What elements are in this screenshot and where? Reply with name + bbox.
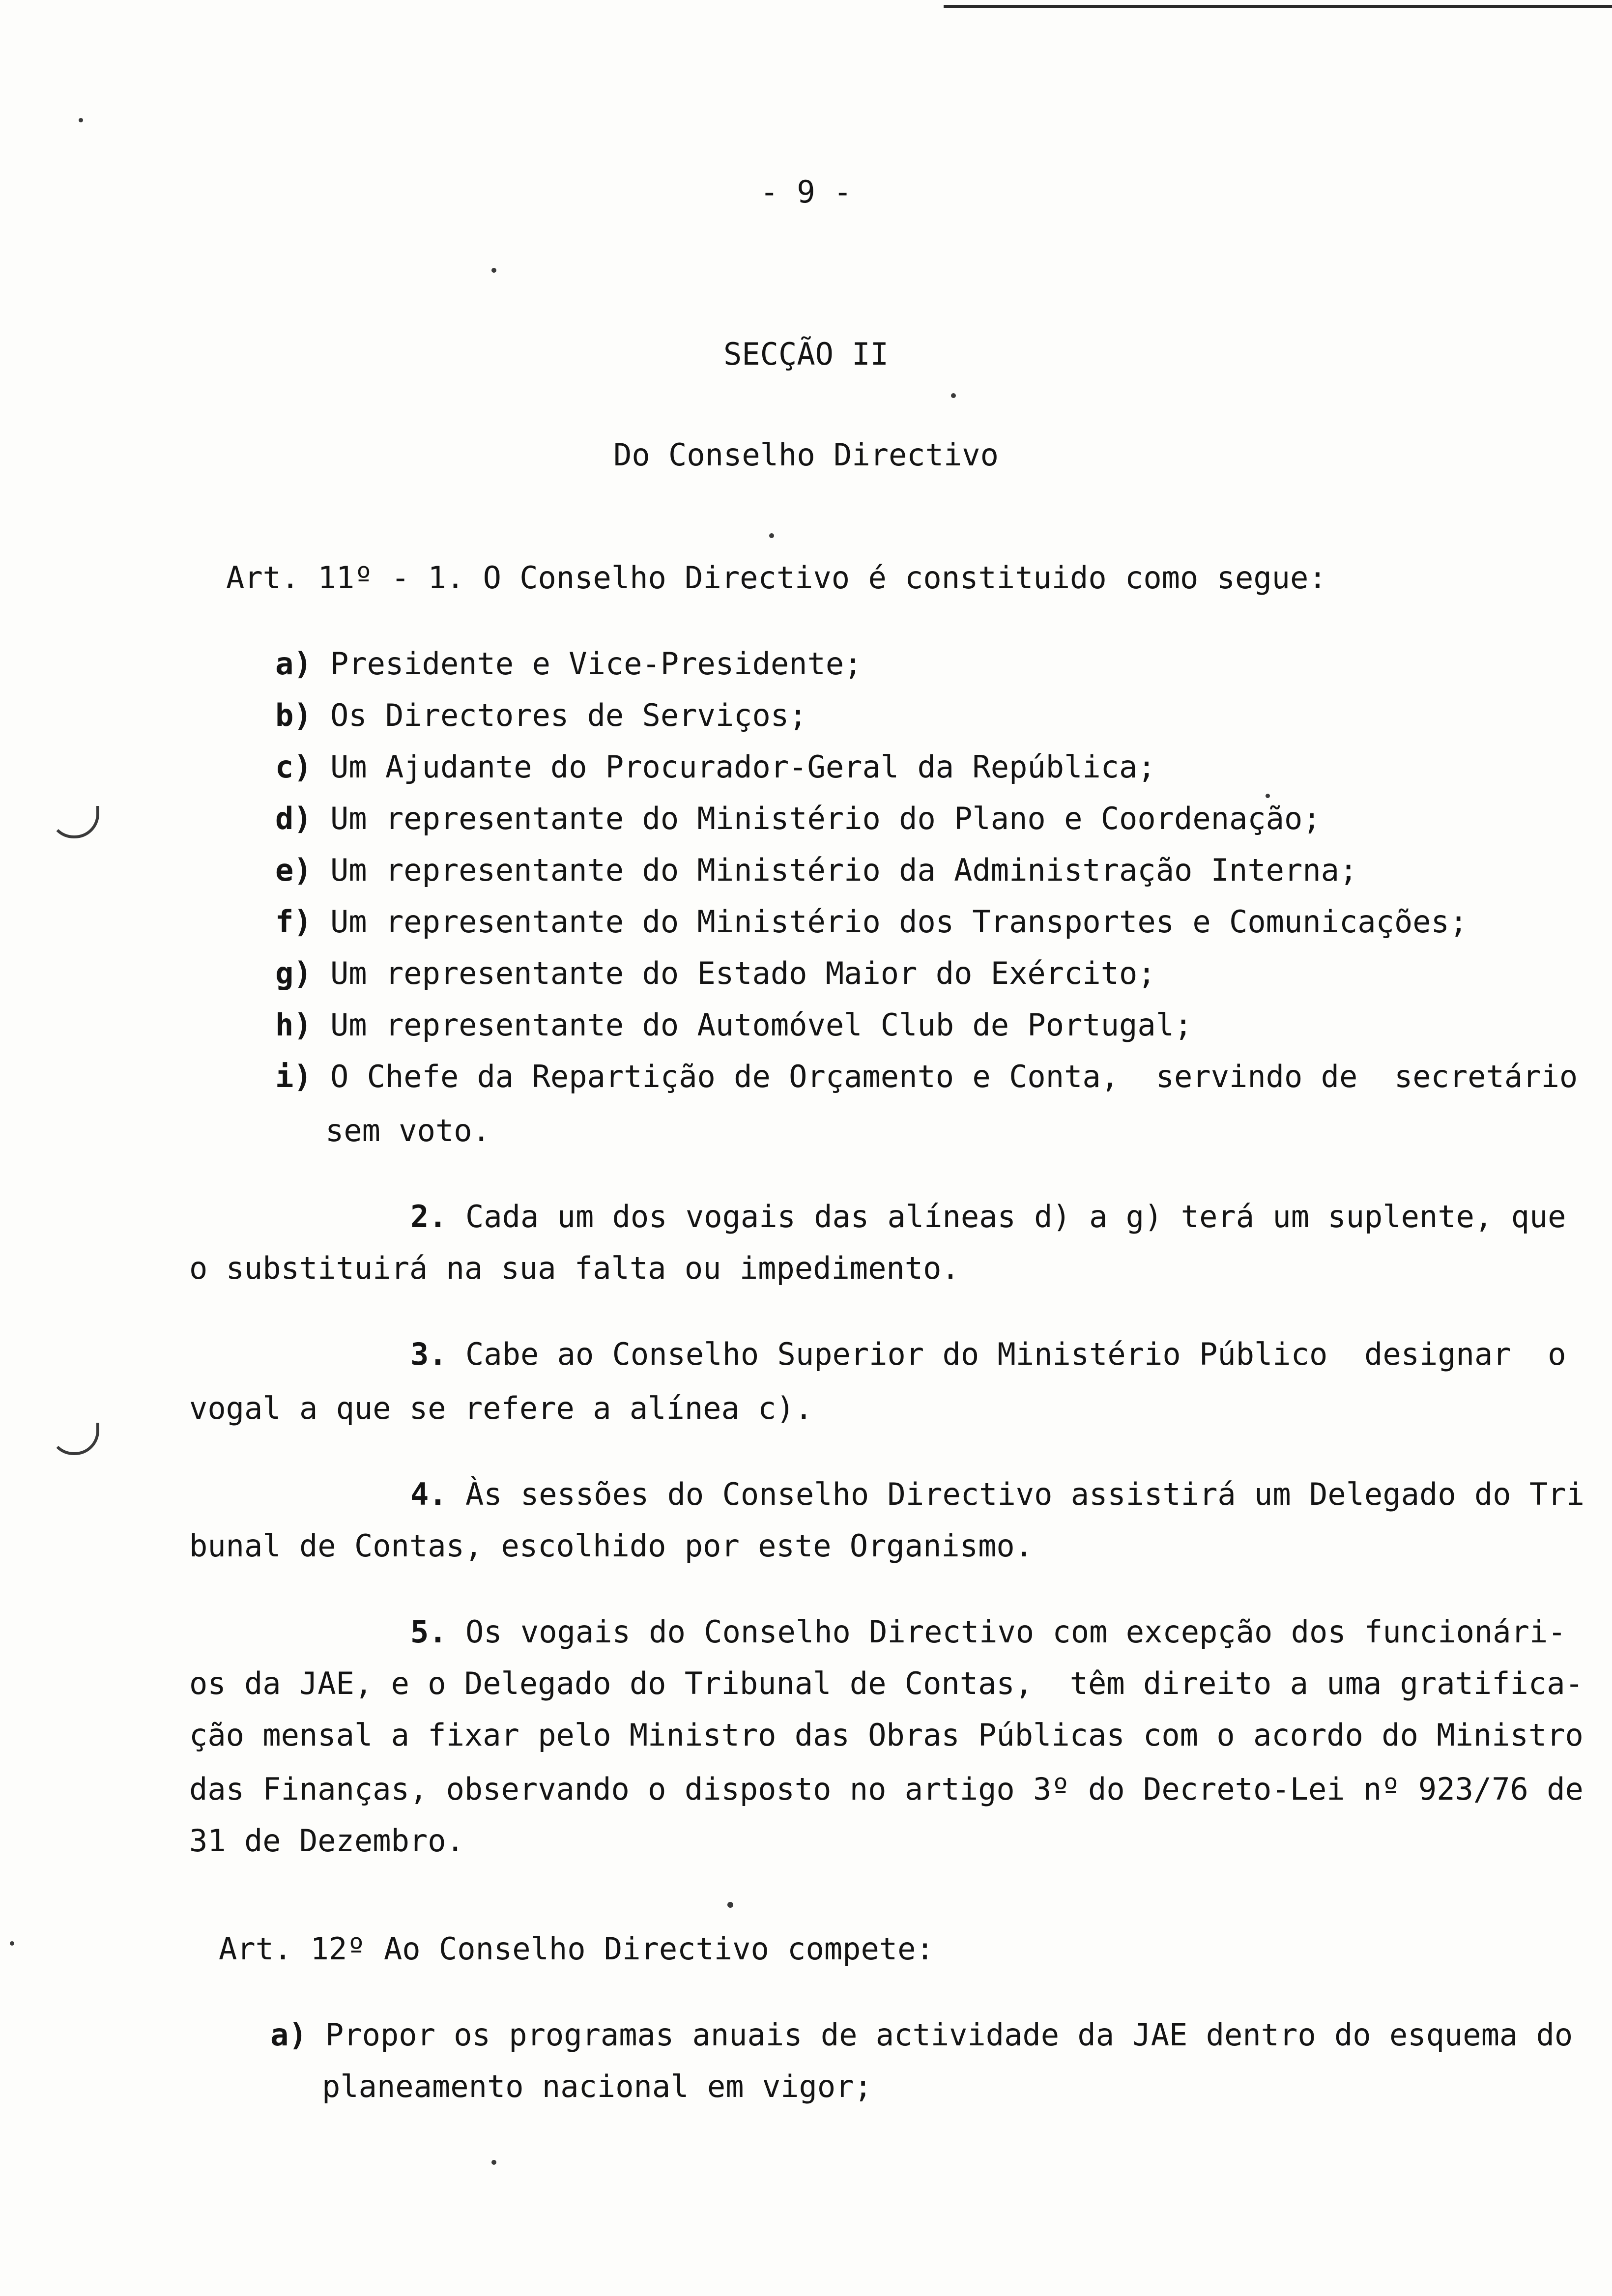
item-letter: d) <box>275 801 312 836</box>
item-text: O Chefe da Repartição de Orçamento e Conta, servindo de secretário <box>330 1059 1578 1094</box>
item-text: Um representante do Ministério da Administração Interna; <box>330 852 1358 888</box>
paragraph-number: 4. <box>410 1476 447 1512</box>
list-item <box>275 904 1468 940</box>
page-number: - 9 - <box>760 174 852 210</box>
scan-speck <box>1266 794 1270 798</box>
paragraph-text: Cada um dos vogais das alíneas d) a g) terá um suplente, que <box>465 1199 1566 1234</box>
paragraph-4-line <box>410 1476 1584 1512</box>
item-letter: h) <box>275 1007 312 1043</box>
item-letter: i) <box>275 1059 312 1094</box>
item-text: Presidente e Vice-Presidente; <box>330 646 863 682</box>
paragraph-2-line <box>410 1199 1566 1234</box>
scan-speck <box>79 118 83 122</box>
list-item <box>275 801 1321 836</box>
paragraph-text: Os vogais do Conselho Directivo com excepção dos funcionári- <box>465 1614 1566 1650</box>
paragraph-text: Às sessões do Conselho Directivo assistirá um Delegado do Tri <box>465 1476 1584 1512</box>
list-item <box>275 955 1156 991</box>
list-item-continuation: sem voto. <box>325 1113 490 1148</box>
item-letter: a) <box>270 2017 307 2053</box>
item-text: Os Directores de Serviços; <box>330 697 807 733</box>
list-item <box>275 1007 1193 1043</box>
item-letter: e) <box>275 852 312 888</box>
item-letter: g) <box>275 955 312 991</box>
paragraph-number: 5. <box>410 1614 447 1650</box>
scan-edge-rule <box>944 5 1612 8</box>
item-text: Um representante do Ministério dos Transportes e Comunicações; <box>330 904 1468 940</box>
paragraph-3-line <box>410 1336 1566 1372</box>
list-item <box>275 697 807 733</box>
scan-mark <box>49 806 99 838</box>
paragraph-5-line: das Finanças, observando o disposto no artigo 3º do Decreto-Lei nº 923/76 de <box>189 1771 1583 1807</box>
paragraph-5-line: ção mensal a fixar pelo Ministro das Obras Públicas com o acordo do Ministro <box>189 1717 1583 1753</box>
item-text: Um Ajudante do Procurador-Geral da República; <box>330 749 1156 785</box>
item-letter: c) <box>275 749 312 785</box>
scan-speck <box>10 1941 14 1946</box>
item-text: Um representante do Estado Maior do Exército; <box>330 955 1156 991</box>
paragraph-3-line: vogal a que se refere a alínea c). <box>189 1390 813 1426</box>
art12-intro: Art. 12º Ao Conselho Directivo compete: <box>219 1931 934 1967</box>
item-text: Um representante do Automóvel Club de Portugal; <box>330 1007 1193 1043</box>
scan-speck <box>727 1902 733 1908</box>
list-item <box>275 749 1156 785</box>
scan-speck <box>951 393 956 398</box>
paragraph-2-line: o substituirá na sua falta ou impedimento. <box>189 1250 960 1286</box>
paragraph-4-line: bunal de Contas, escolhido por este Organismo. <box>189 1528 1034 1564</box>
scan-speck <box>491 2160 496 2165</box>
item-letter: b) <box>275 697 312 733</box>
item-text: Propor os programas anuais de actividade da JAE dentro do esquema do <box>325 2017 1573 2053</box>
section-subheading: Do Conselho Directivo <box>613 437 999 473</box>
paragraph-number: 3. <box>410 1336 447 1372</box>
list-item <box>275 852 1358 888</box>
art11-intro: Art. 11º - 1. O Conselho Directivo é constituido como segue: <box>226 560 1327 596</box>
section-heading: SECÇÃO II <box>723 336 889 372</box>
list-item <box>275 646 863 682</box>
item-letter: a) <box>275 646 312 682</box>
scan-speck <box>491 268 496 273</box>
paragraph-5-line: 31 de Dezembro. <box>189 1823 464 1859</box>
paragraph-5-line <box>410 1614 1566 1650</box>
item-letter: f) <box>275 904 312 940</box>
list-item <box>270 2017 1573 2053</box>
item-text: Um representante do Ministério do Plano e Coordenação; <box>330 801 1321 836</box>
scan-speck <box>769 533 774 538</box>
paragraph-number: 2. <box>410 1199 447 1234</box>
list-item-continuation: planeamento nacional em vigor; <box>322 2068 872 2104</box>
paragraph-text: Cabe ao Conselho Superior do Ministério Público designar o <box>465 1336 1566 1372</box>
list-item <box>275 1059 1578 1094</box>
scan-mark <box>49 1423 99 1455</box>
paragraph-5-line: os da JAE, e o Delegado do Tribunal de Contas, têm direito a uma gratifica- <box>189 1665 1583 1701</box>
